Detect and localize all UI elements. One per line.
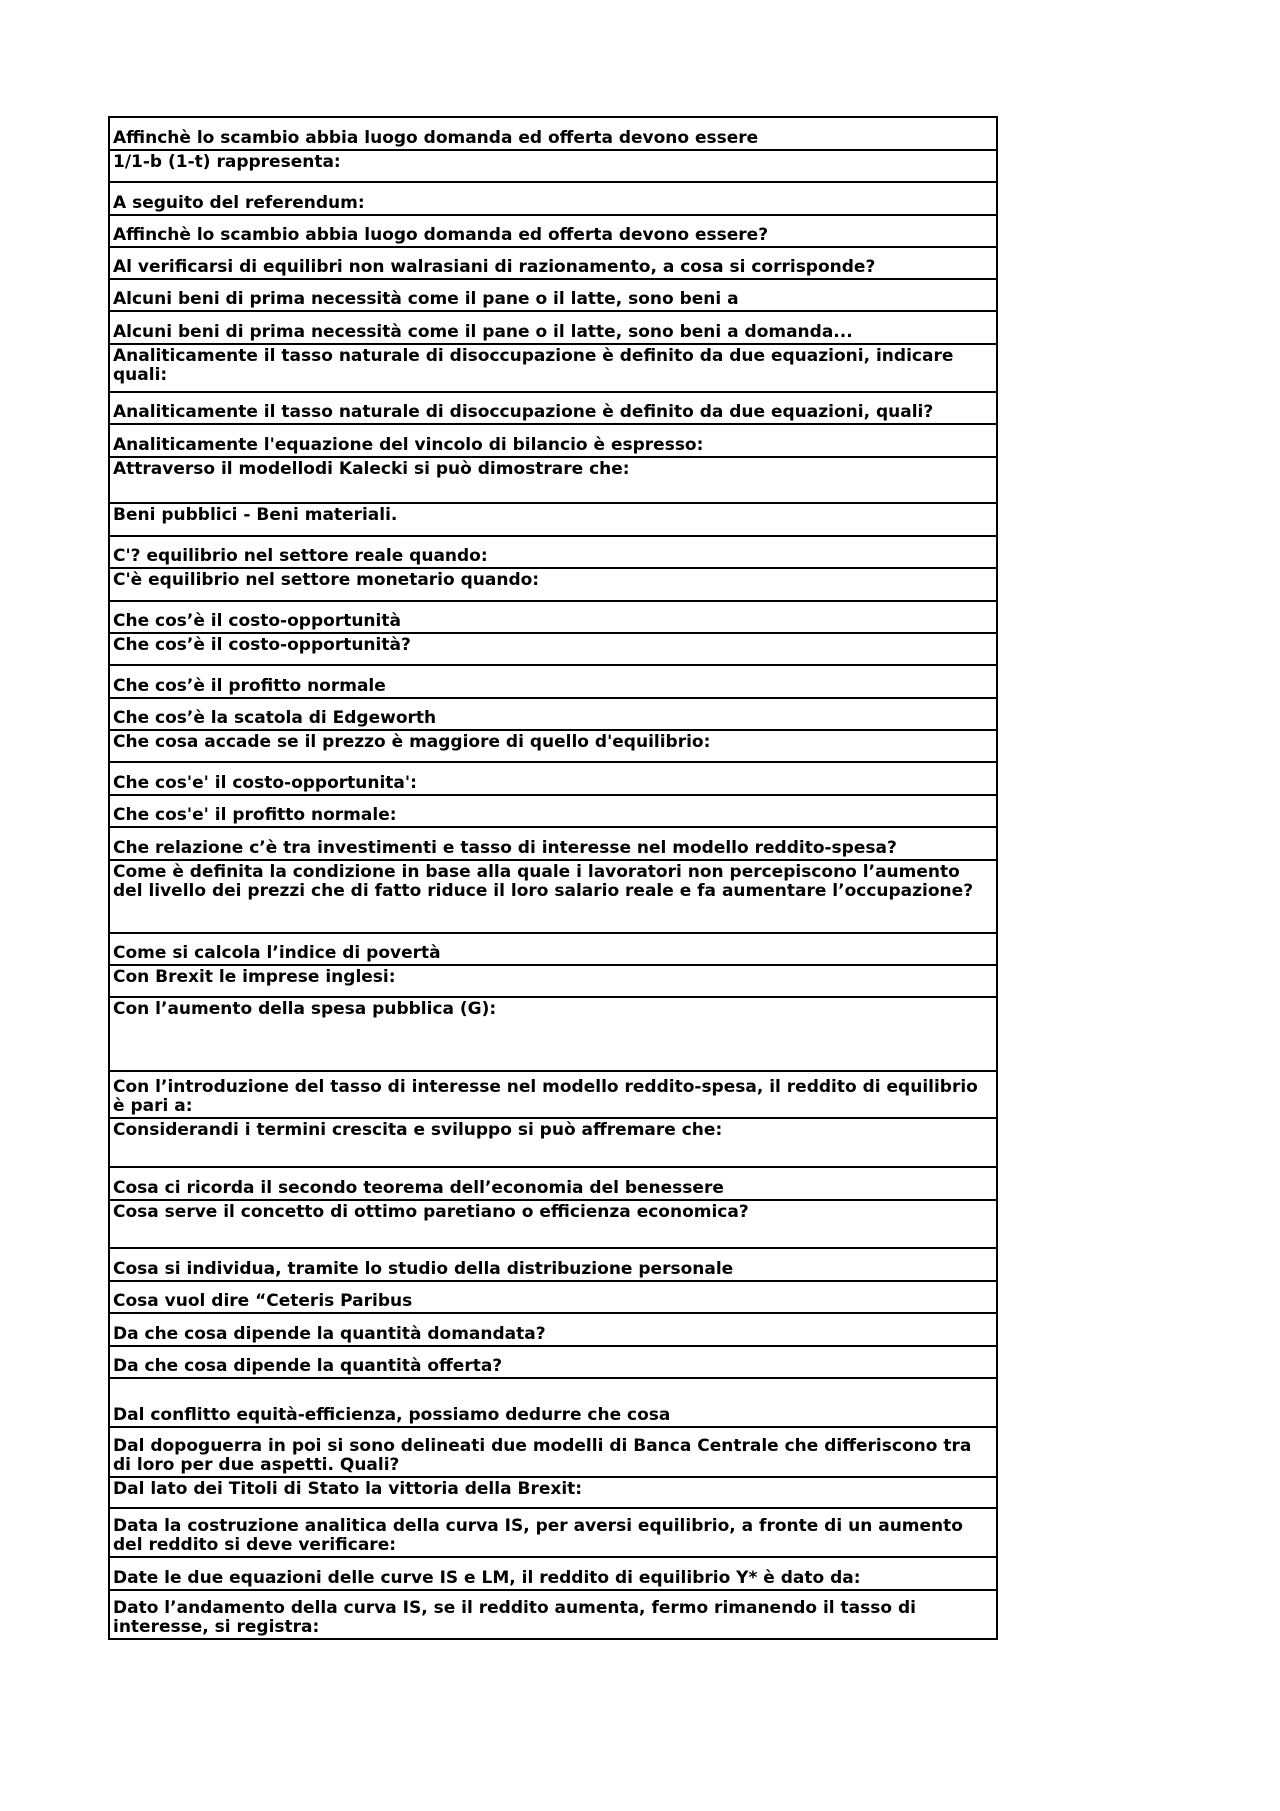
- question-text: Che cos’è il profitto normale: [113, 676, 386, 696]
- question-text: Dal lato dei Titoli di Stato la vittoria della Brexit:: [113, 1479, 583, 1499]
- table-row: [110, 666, 996, 699]
- table-row: [110, 1072, 996, 1119]
- table-row: [110, 861, 996, 934]
- question-text: Analiticamente il tasso naturale di disoccupazione è definito da due equazioni, indicare quali:: [113, 346, 954, 385]
- table-row: [110, 569, 996, 602]
- question-text: Cosa serve il concetto di ottimo paretiano o efficienza economica?: [113, 1202, 749, 1222]
- question-text: C'? equilibrio nel settore reale quando:: [113, 546, 488, 566]
- table-row: [110, 118, 996, 151]
- question-text: Da che cosa dipende la quantità offerta?: [113, 1356, 503, 1376]
- table-row: [110, 1249, 996, 1282]
- question-text: Che cos’è il costo-opportunità: [113, 611, 401, 631]
- table-row: [110, 828, 996, 861]
- question-text: Attraverso il modellodi Kalecki si può dimostrare che:: [113, 459, 630, 479]
- question-text: Che cos’è il costo-opportunità?: [113, 635, 411, 655]
- question-text: Come si calcola l’indice di povertà: [113, 943, 441, 963]
- question-text: Affinchè lo scambio abbia luogo domanda ed offerta devono essere?: [113, 225, 769, 245]
- question-text: Dal conflitto equità-efficienza, possiamo dedurre che cosa: [113, 1405, 671, 1425]
- question-text: Con l’aumento della spesa pubblica (G):: [113, 999, 497, 1019]
- table-row: [110, 934, 996, 966]
- table-row: [110, 312, 996, 345]
- question-text: C'è equilibrio nel settore monetario quando:: [113, 570, 540, 590]
- table-row: [110, 1347, 996, 1379]
- question-text: Alcuni beni di prima necessità come il pane o il latte, sono beni a domanda...: [113, 322, 853, 342]
- table-row: [110, 998, 996, 1072]
- question-text: Cosa vuol dire “Ceteris Paribus: [113, 1291, 413, 1311]
- table-row: [110, 393, 996, 425]
- table-row: [110, 280, 996, 312]
- table-row: [110, 458, 996, 504]
- table-row: [110, 1478, 996, 1509]
- table-row: [110, 796, 996, 828]
- question-text: Date le due equazioni delle curve IS e LM, il reddito di equilibrio Y* è dato da:: [113, 1568, 861, 1588]
- table-row: [110, 602, 996, 634]
- table-row: [110, 216, 996, 248]
- question-text: Con Brexit le imprese inglesi:: [113, 967, 396, 987]
- question-text: Analiticamente l'equazione del vincolo di bilancio è espresso:: [113, 435, 704, 455]
- question-text: Dal dopoguerra in poi si sono delineati due modelli di Banca Centrale che differiscono tra di loro per due aspetti. Quali?: [113, 1436, 972, 1475]
- question-text: Cosa si individua, tramite lo studio della distribuzione personale: [113, 1259, 734, 1279]
- question-text: 1/1-b (1-t) rappresenta:: [113, 152, 341, 172]
- question-text: Data la costruzione analitica della curva IS, per aversi equilibrio, a fronte di un aumento del reddito si deve verificare:: [113, 1516, 963, 1555]
- table-row: [110, 1282, 996, 1314]
- table-row: [110, 425, 996, 458]
- question-text: Dato l’andamento della curva IS, se il reddito aumenta, fermo rimanendo il tasso di interesse, si registra:: [113, 1598, 916, 1637]
- question-text: Che cos'e' il profitto normale:: [113, 805, 397, 825]
- table-row: [110, 183, 996, 216]
- question-text: Che relazione c’è tra investimenti e tasso di interesse nel modello reddito-spesa?: [113, 838, 897, 858]
- table-row: [110, 1168, 996, 1201]
- table-row: [110, 763, 996, 796]
- table-row: [110, 1379, 996, 1428]
- question-text: Affinchè lo scambio abbia luogo domanda ed offerta devono essere: [113, 128, 759, 148]
- table-row: [110, 345, 996, 393]
- table-row: [110, 1201, 996, 1249]
- question-text: Alcuni beni di prima necessità come il pane o il latte, sono beni a: [113, 289, 739, 309]
- table-row: [110, 151, 996, 183]
- question-text: Con l’introduzione del tasso di interesse nel modello reddito-spesa, il reddito di equilibrio è pari a:: [113, 1077, 978, 1116]
- table-row: [110, 1119, 996, 1168]
- table-row: [110, 966, 996, 998]
- table-row: [110, 1509, 996, 1558]
- question-text: Da che cosa dipende la quantità domandata?: [113, 1324, 546, 1344]
- table-row: [110, 1428, 996, 1478]
- table-row: [110, 504, 996, 537]
- question-text: Che cos’è la scatola di Edgeworth: [113, 708, 437, 728]
- table-row: [110, 1314, 996, 1347]
- question-table: [108, 116, 998, 1640]
- question-text: A seguito del referendum:: [113, 193, 365, 213]
- question-text: Che cos'e' il costo-opportunita':: [113, 773, 417, 793]
- question-text: Analiticamente il tasso naturale di disoccupazione è definito da due equazioni, quali?: [113, 402, 934, 422]
- question-text: Considerandi i termini crescita e sviluppo si può affremare che:: [113, 1120, 723, 1140]
- table-row: [110, 1558, 996, 1591]
- question-text: Al verificarsi di equilibri non walrasiani di razionamento, a cosa si corrisponde?: [113, 257, 876, 277]
- question-text: Come è definita la condizione in base alla quale i lavoratori non percepiscono l’aumento del livello dei prezzi che di fatto riduce il loro salario reale e fa aumentare l’occupazione?: [113, 862, 974, 901]
- table-row: [110, 537, 996, 569]
- table-row: [110, 699, 996, 731]
- question-text: Beni pubblici - Beni materiali.: [113, 505, 398, 525]
- table-row: [110, 248, 996, 280]
- table-row: [110, 634, 996, 666]
- table-row: [110, 1591, 996, 1640]
- table-row: [110, 731, 996, 763]
- question-text: Che cosa accade se il prezzo è maggiore di quello d'equilibrio:: [113, 732, 711, 752]
- question-text: Cosa ci ricorda il secondo teorema dell’economia del benessere: [113, 1178, 724, 1198]
